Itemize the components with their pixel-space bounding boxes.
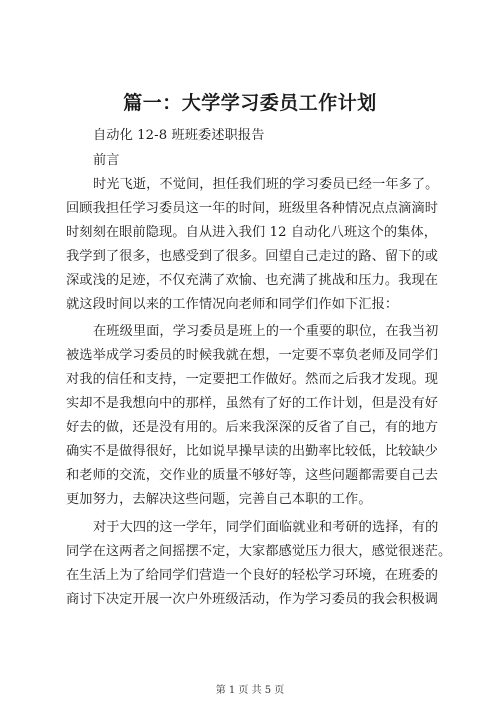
paragraph-line: 实却不是我想向中的那样，虽然有了好的工作计划，但是没有好	[66, 396, 439, 411]
paragraph-line: 同学在这两者之间摇摆不定，大家都感觉压力很大，感觉很迷茫。	[66, 544, 452, 559]
paragraph-line: 在班级里面，学习委员是班上的一个重要的职位，在我当初	[93, 324, 439, 339]
document-subtitle: 自动化 12-8 班班委述职报告	[93, 128, 265, 143]
paragraph-line: 对于大四的这一学年，同学们面临就业和考研的选择，有的	[93, 520, 439, 535]
paragraph-line: 被选举成学习委员的时候我就在想，一定要不辜负老师及同学们	[66, 348, 439, 363]
preface-label: 前言	[93, 153, 120, 168]
document-title: 篇一：大学学习委员工作计划	[123, 92, 377, 114]
paragraph-line: 我学到了很多，也感受到了很多。回望自己走过的路、留下的或	[66, 249, 439, 264]
paragraph-line: 确实不是做得很好，比如说早操早读的出勤率比较低，比较缺少	[66, 444, 439, 459]
page-number-footer: 第 1 页 共 5 页	[215, 685, 285, 696]
paragraph-line: 回顾我担任学习委员这一年的时间，班级里各种情况点点滴滴时	[66, 201, 439, 216]
paragraph-line: 商讨下决定开展一次户外班级活动，作为学习委员的我会积极调	[66, 592, 439, 607]
paragraph-line: 更加努力，去解决这些问题，完善自己本职的工作。	[66, 492, 372, 507]
paragraph-line: 时刻刻在眼前隐现。自从进入我们 12 自动化八班这个的集体，	[66, 225, 438, 240]
paragraph-line: 对我的信任和支持，一定要把工作做好。然而之后我才发现。现	[66, 372, 439, 387]
paragraph-line: 就这段时间以来的工作情况向老师和同学们作如下汇报：	[66, 297, 399, 312]
paragraph-line: 深或浅的足迹，不仅充满了欢愉、也充满了挑战和压力。我现在	[66, 273, 439, 288]
paragraph-line: 好去的做，还是没有用的。后来我深深的反省了自己，有的地方	[66, 420, 439, 435]
paragraph-line: 时光飞逝，不觉间，担任我们班的学习委员已经一年多了。	[93, 177, 439, 192]
paragraph-line: 和老师的交流，交作业的质量不够好等，这些问题都需要自己去	[66, 468, 439, 483]
paragraph-line: 在生活上为了给同学们营造一个良好的轻松学习环境，在班委的	[66, 568, 439, 583]
